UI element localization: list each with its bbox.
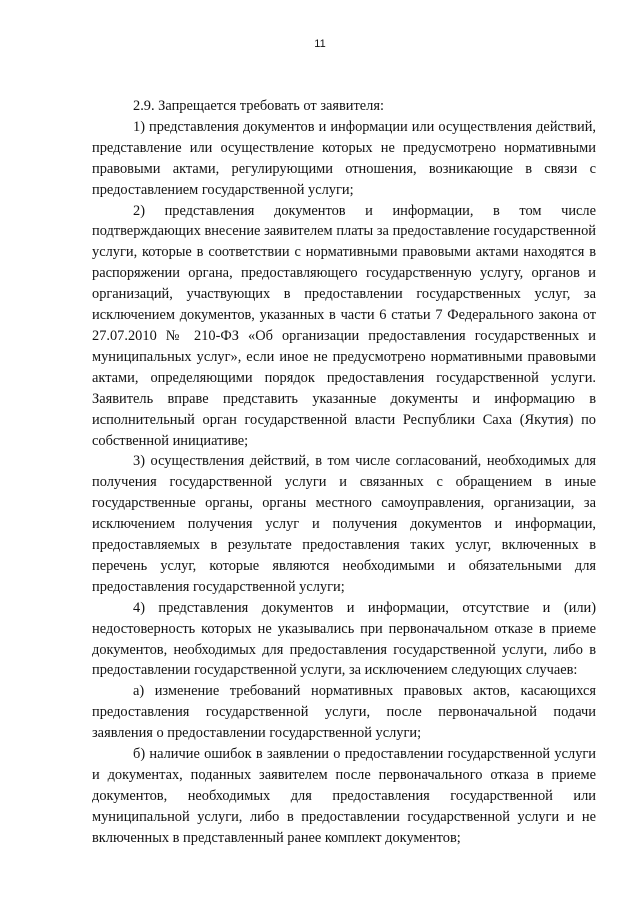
paragraph-subitem-a: а) изменение требований нормативных правовых актов, касающихся предоставления государственной услуги, после первоначальной подачи заявления о предоставлении государственной услуги; [92, 683, 596, 742]
page-number: 11 [314, 38, 326, 50]
paragraph-item-3: 3) осуществления действий, в том числе согласований, необходимых для получения государственной услуги и связанных с обращением в иные государственные органы, органы местного самоуправления, организации, за исключением получения услуг и получения документов и информации, предоставляемых в результате предоставления таких услуг, включенных в перечень услуг, которые являются необходимыми и обязательными для предоставления государственной услуги; [92, 453, 596, 595]
paragraph-heading-2-9: 2.9. Запрещается требовать от заявителя: [133, 98, 384, 114]
document-body [92, 96, 596, 849]
paragraph-item-2: 2) представления документов и информации, в том числе подтверждающих внесение заявителем платы за предоставление государственной услуги, которые в соответствии с нормативными правовыми актами находятся в распоряжении органа, предоставляющего государственную услугу, органов и организаций, участвующих в предоставлении государственных услуг, за исключением документов, указанных в части 6 статьи 7 Федерального закона от 27.07.2010 № 210-ФЗ «Об организации предоставления государственных и муниципальных услуг», если иное не предусмотрено нормативными правовыми актами, определяющими порядок предоставления государственной услуги. Заявитель вправе представить указанные документы и информацию в исполнительный орган государственной власти Республики Саха (Якутия) по собственной инициативе; [92, 202, 596, 449]
paragraph-subitem-b: б) наличие ошибок в заявлении о предоставлении государственной услуги и документах, поданных заявителем после первоначального отказа в приеме документов, необходимых для предоставления государственной или муниципальной услуги, либо в предоставлении государственной услуги и не включенных в представленный ранее комплект документов; [92, 746, 596, 846]
paragraph-item-1: 1) представления документов и информации или осуществления действий, представление или осуществление которых не предусмотрено нормативными правовыми актами, регулирующими отношения, возникающие в связи с предоставлением государственной услуги; [92, 118, 596, 198]
paragraph-item-4: 4) представления документов и информации, отсутствие и (или) недостоверность которых не указывались при первоначальном отказе в приеме документов, необходимых для предоставления государственной услуги, либо в предоставлении государственной услуги, за исключением следующих случаев: [92, 599, 596, 679]
